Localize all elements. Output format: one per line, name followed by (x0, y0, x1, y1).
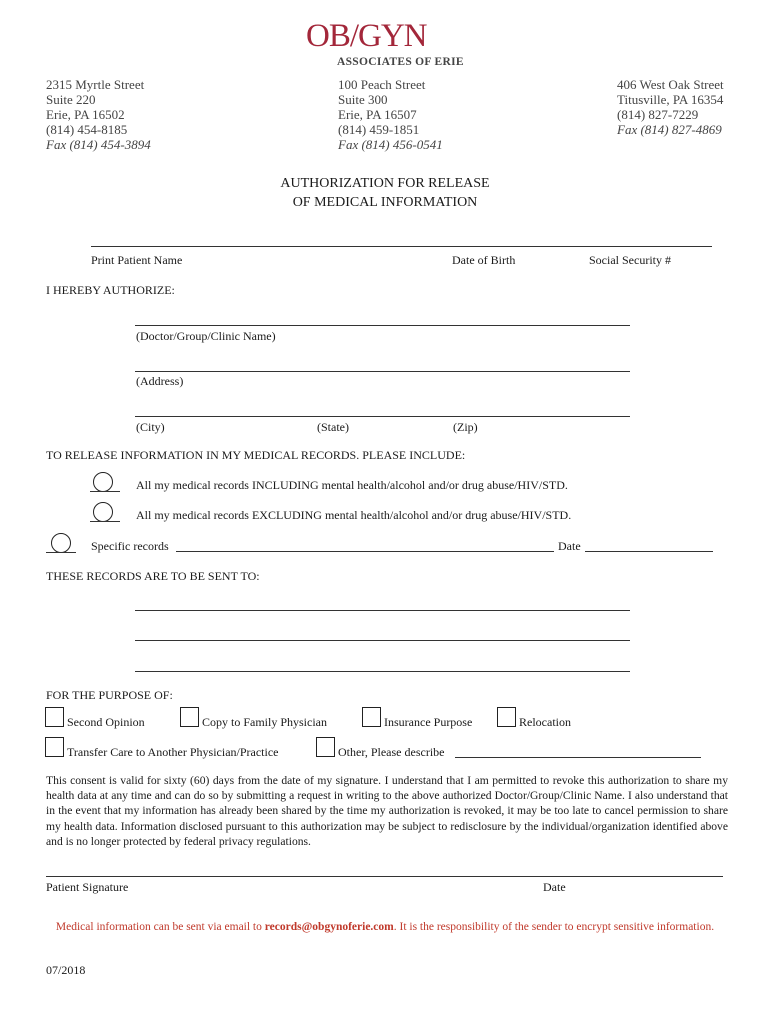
radio-including-line (90, 491, 120, 492)
purpose-heading: FOR THE PURPOSE OF: (46, 688, 173, 702)
provider-address-field[interactable] (135, 371, 630, 372)
patient-info-field[interactable] (91, 246, 712, 247)
ssn-label: Social Security # (589, 253, 671, 267)
option-specific-label: Specific records (91, 539, 169, 553)
office-address-peach: 100 Peach Street Suite 300 Erie, PA 16507 (814) 459-1851 Fax (814) 456-0541 (338, 77, 443, 152)
city-label: (City) (136, 420, 165, 434)
authorize-heading: I HEREBY AUTHORIZE: (46, 283, 175, 297)
records-email-link[interactable]: records@obgynoferie.com (264, 921, 394, 933)
radio-including[interactable] (93, 472, 113, 492)
sent-to-heading: THESE RECORDS ARE TO BE SENT TO: (46, 569, 260, 583)
radio-specific[interactable] (51, 533, 71, 553)
checkbox-other[interactable] (316, 737, 335, 757)
form-title: AUTHORIZATION FOR RELEASE OF MEDICAL INFORMATION (280, 176, 490, 210)
provider-address-label: (Address) (136, 374, 184, 388)
relocation-label: Relocation (519, 715, 571, 729)
transfer-label: Transfer Care to Another Physician/Practice (67, 745, 279, 759)
radio-excluding[interactable] (93, 502, 113, 522)
other-label: Other, Please describe (338, 745, 445, 759)
copy-family-label: Copy to Family Physician (202, 715, 328, 729)
second-opinion-label: Second Opinion (67, 715, 145, 729)
specific-records-field[interactable] (176, 551, 554, 552)
checkbox-second-opinion[interactable] (45, 707, 64, 727)
option-including-label: All my medical records INCLUDING mental health/alcohol and/or drug abuse/HIV/STD. (136, 478, 568, 492)
email-notice: Medical information can be sent via email to records@obgynoferie.com. It is the responsibility of the sender to encrypt sensitive information. (55, 921, 715, 933)
logo-subtitle: ASSOCIATES OF ERIE (337, 56, 464, 68)
form-revision-date: 07/2018 (46, 963, 86, 977)
recipient-line-2[interactable] (135, 640, 630, 641)
checkbox-relocation[interactable] (497, 707, 516, 727)
logo: OB/GYN (306, 18, 427, 54)
signature-date-label: Date (543, 880, 566, 894)
provider-city-state-zip-field[interactable] (135, 416, 630, 417)
recipient-line-1[interactable] (135, 610, 630, 611)
insurance-label: Insurance Purpose (384, 715, 473, 729)
office-address-oak: 406 West Oak Street Titusville, PA 16354 (814) 827-7229 Fax (814) 827-4869 (617, 77, 724, 137)
patient-name-label: Print Patient Name (91, 253, 183, 267)
radio-excluding-line (90, 521, 120, 522)
specific-date-label: Date (558, 539, 581, 553)
consent-text: This consent is valid for sixty (60) days from the date of my signature. I understand that I am permitted to revoke this authorization to share my health data at any time and can do so by submitting a request in writing to the above authorized Doctor/Group/Clinic Name. I also understand that in the event that my information has already been shared by the time my authorization is revoked, it may be too late to cancel permission to share my health data. Information disclosed pursuant to this authorization may be subject to redisclosure by the individual/organization identified above and is no longer protected by federal privacy regulations. (46, 774, 728, 848)
checkbox-transfer[interactable] (45, 737, 64, 757)
other-describe-field[interactable] (455, 757, 701, 758)
state-label: (State) (317, 420, 349, 434)
office-address-myrtle: 2315 Myrtle Street Suite 220 Erie, PA 16502 (814) 454-8185 Fax (814) 454-3894 (46, 77, 151, 152)
signature-field[interactable] (46, 876, 723, 877)
option-excluding-label: All my medical records EXCLUDING mental health/alcohol and/or drug abuse/HIV/STD. (136, 508, 572, 522)
patient-signature-label: Patient Signature (46, 880, 129, 894)
specific-date-field[interactable] (585, 551, 713, 552)
radio-specific-line (46, 552, 76, 553)
release-heading: TO RELEASE INFORMATION IN MY MEDICAL RECORDS. PLEASE INCLUDE: (46, 448, 466, 462)
dob-label: Date of Birth (452, 253, 516, 267)
zip-label: (Zip) (453, 420, 478, 434)
provider-name-field[interactable] (135, 325, 630, 326)
provider-name-label: (Doctor/Group/Clinic Name) (136, 329, 276, 343)
checkbox-insurance[interactable] (362, 707, 381, 727)
recipient-line-3[interactable] (135, 671, 630, 672)
checkbox-copy-family[interactable] (180, 707, 199, 727)
